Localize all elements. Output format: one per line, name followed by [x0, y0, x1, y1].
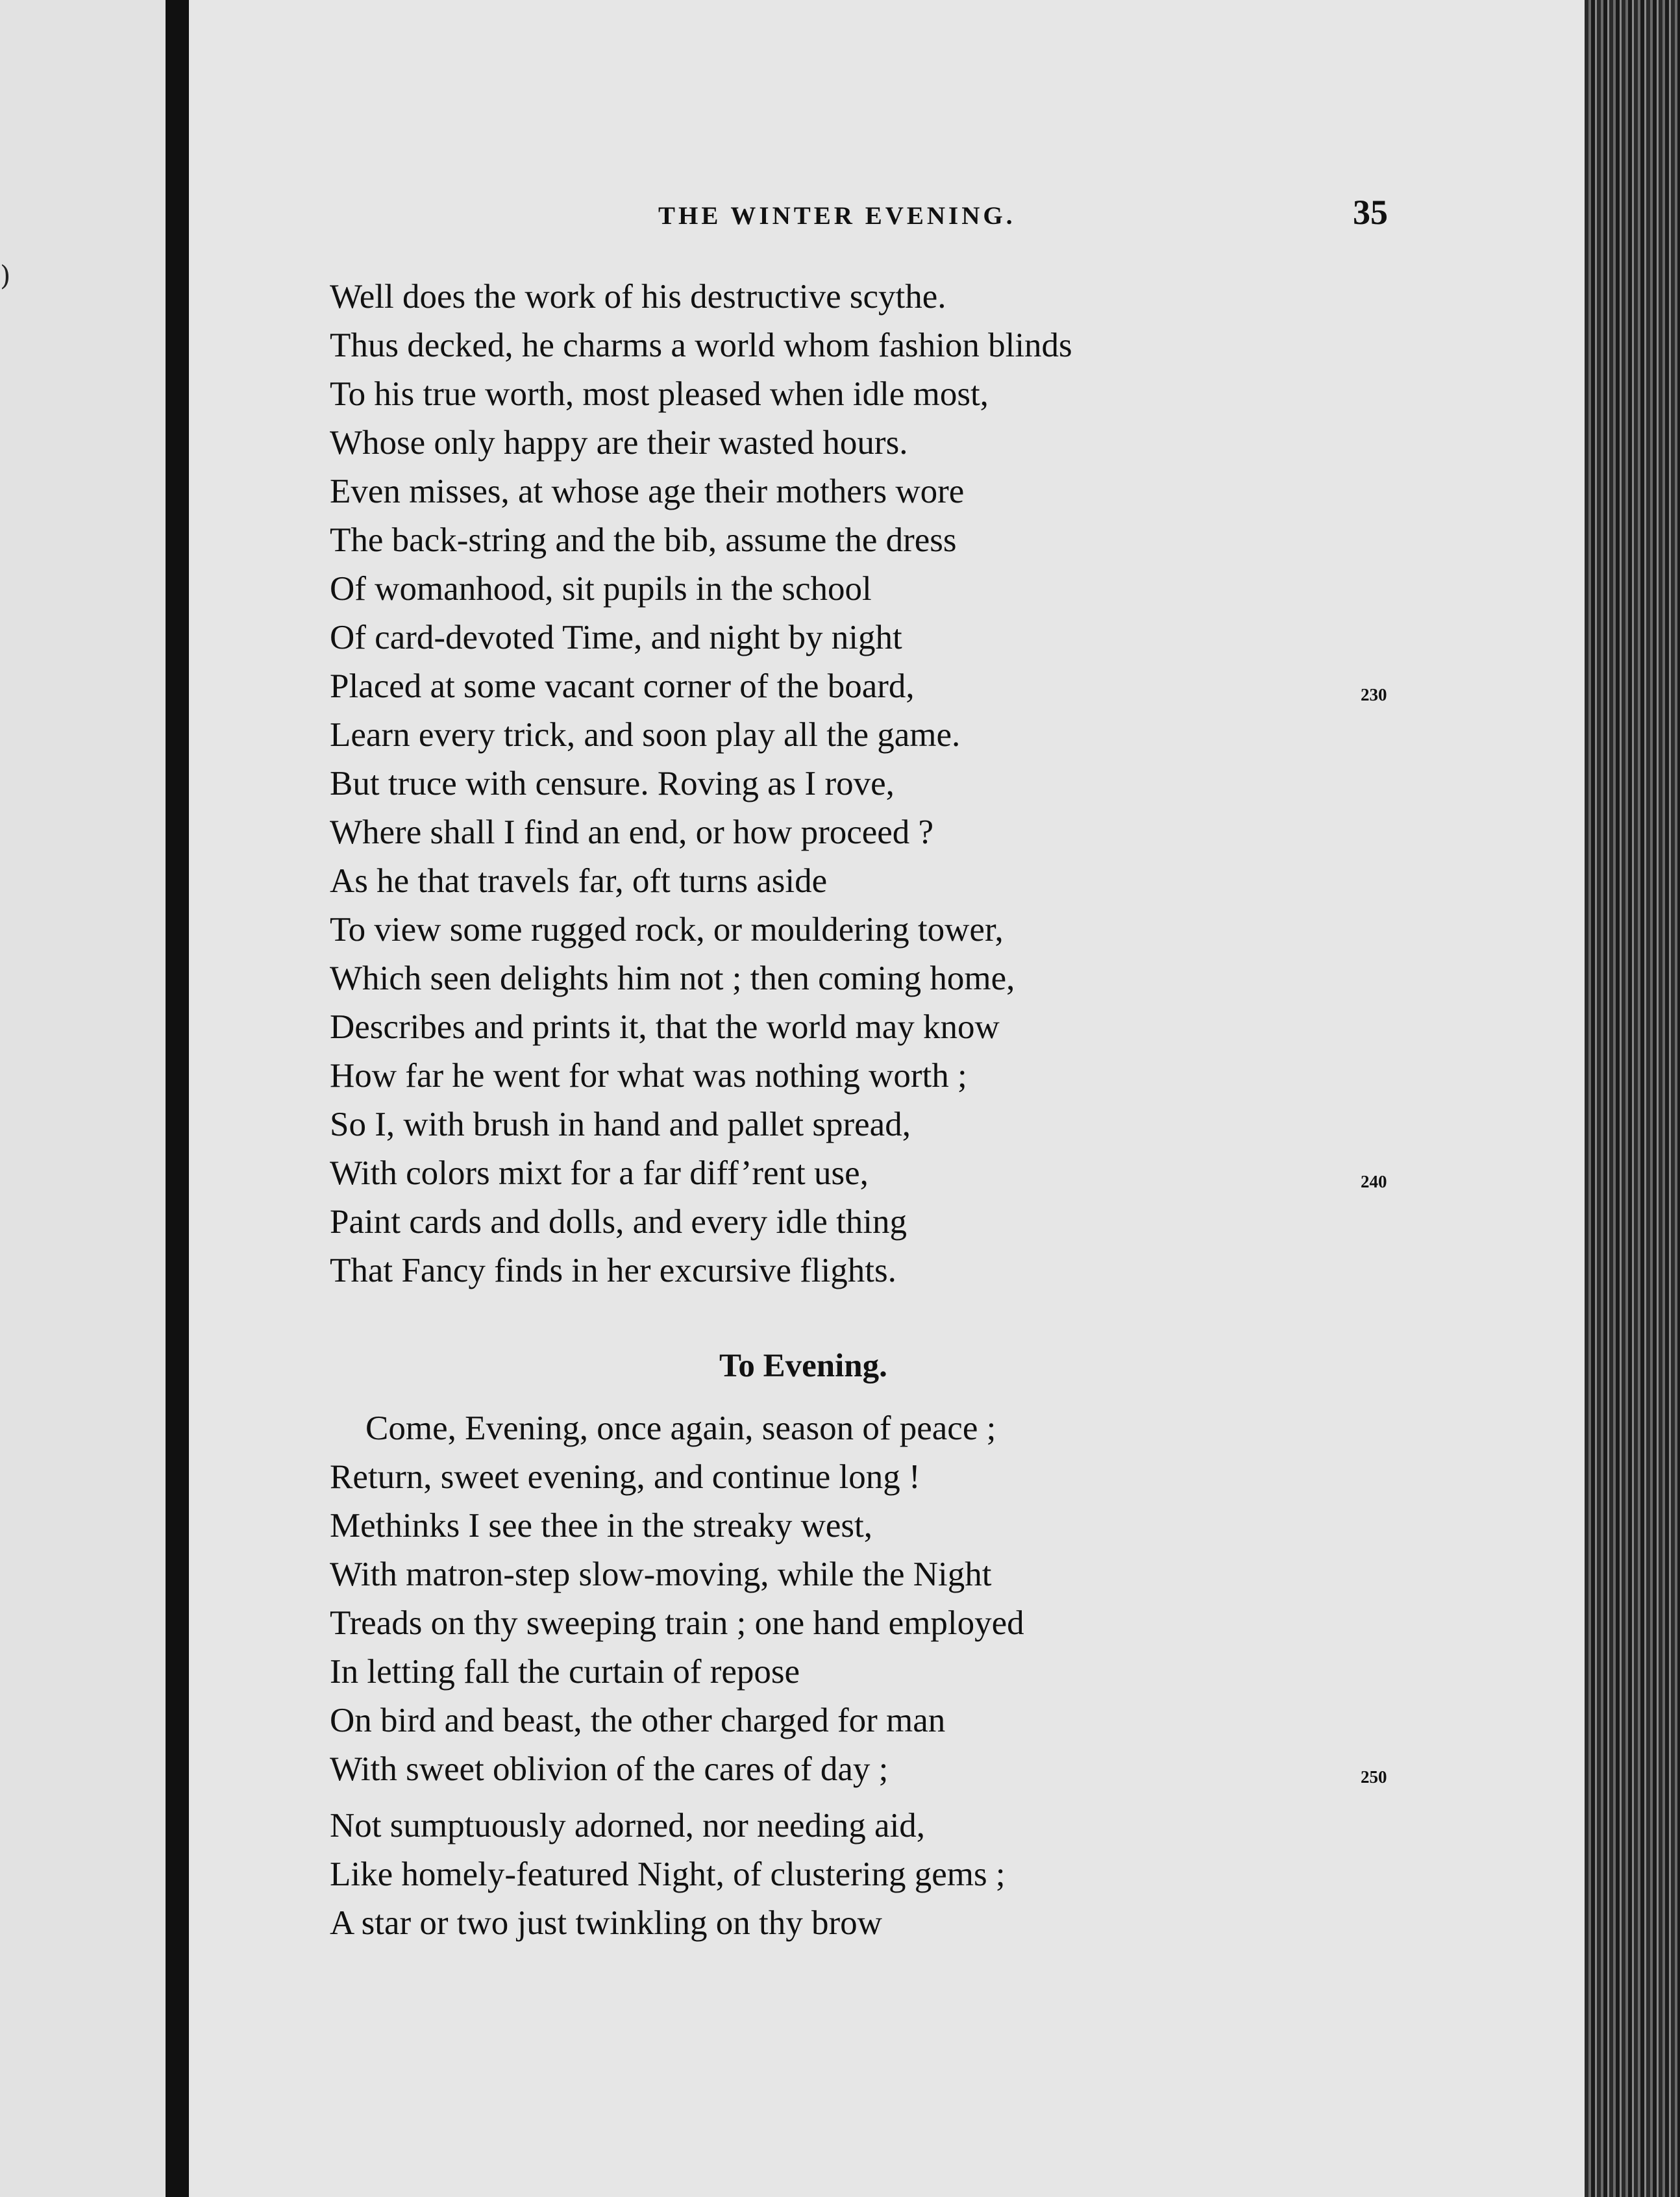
left-facing-page — [0, 0, 166, 2197]
poem-line: Whose only happy are their wasted hours. — [330, 424, 908, 462]
line-number: 250 — [1361, 1767, 1387, 1787]
poem-line: As he that travels far, oft turns aside — [330, 862, 828, 900]
poem-line: Learn every trick, and soon play all the game. — [330, 716, 961, 754]
left-page-margin-mark: ) — [0, 260, 11, 292]
poem-line: With colors mixt for a far diff’rent use, — [330, 1154, 869, 1192]
poem-line: Not sumptuously adorned, nor needing aid, — [330, 1807, 926, 1844]
poem-line: Which seen delights him not ; then coming home, — [330, 960, 1015, 997]
book-gutter — [166, 0, 189, 2197]
poem-line: In letting fall the curtain of repose — [330, 1653, 800, 1691]
poem-line: Return, sweet evening, and continue long ! — [330, 1458, 920, 1496]
section-title: To Evening. — [719, 1348, 887, 1384]
poem-line: Of womanhood, sit pupils in the school — [330, 570, 872, 608]
poem-line: That Fancy finds in her excursive flights. — [330, 1252, 896, 1289]
poem-line: Like homely-featured Night, of clustering gems ; — [330, 1856, 1006, 1893]
poem-line: Paint cards and dolls, and every idle thing — [330, 1203, 908, 1241]
poem-line: The back-string and the bib, assume the dress — [330, 521, 957, 559]
poem-line: A star or two just twinkling on thy brow — [330, 1904, 882, 1942]
poem-line: Treads on thy sweeping train ; one hand employed — [330, 1604, 1024, 1642]
poem-line: With sweet oblivion of the cares of day ; — [330, 1750, 889, 1788]
poem-line: So I, with brush in hand and pallet spread, — [330, 1106, 911, 1143]
page-number: 35 — [1353, 193, 1388, 232]
poem-line: Placed at some vacant corner of the board, — [330, 667, 915, 705]
poem-line: Where shall I find an end, or how proceed ? — [330, 813, 934, 851]
poem-line: How far he went for what was nothing worth ; — [330, 1057, 967, 1095]
line-number: 240 — [1361, 1172, 1387, 1191]
poem-line: To his true worth, most pleased when idle most, — [330, 375, 989, 413]
line-number: 230 — [1361, 685, 1387, 704]
poem-line: Well does the work of his destructive scythe. — [330, 278, 946, 316]
poem-line: Describes and prints it, that the world may know — [330, 1008, 1000, 1046]
poem-line: To view some rugged rock, or mouldering tower, — [330, 911, 1004, 949]
poem-line: With matron-step slow-moving, while the Night — [330, 1556, 992, 1593]
poem-line: On bird and beast, the other charged for man — [330, 1702, 946, 1739]
poem-line: But truce with censure. Roving as I rove, — [330, 765, 895, 802]
page-edges — [1585, 0, 1680, 2197]
poem-line: Come, Evening, once again, season of peace ; — [365, 1409, 996, 1447]
poem-line: Thus decked, he charms a world whom fashion blinds — [330, 327, 1072, 364]
running-title: THE WINTER EVENING. — [658, 202, 1016, 230]
poem-line: Methinks I see thee in the streaky west, — [330, 1507, 872, 1545]
poem-line: Even misses, at whose age their mothers wore — [330, 473, 965, 510]
poem-line: Of card-devoted Time, and night by night — [330, 619, 902, 656]
